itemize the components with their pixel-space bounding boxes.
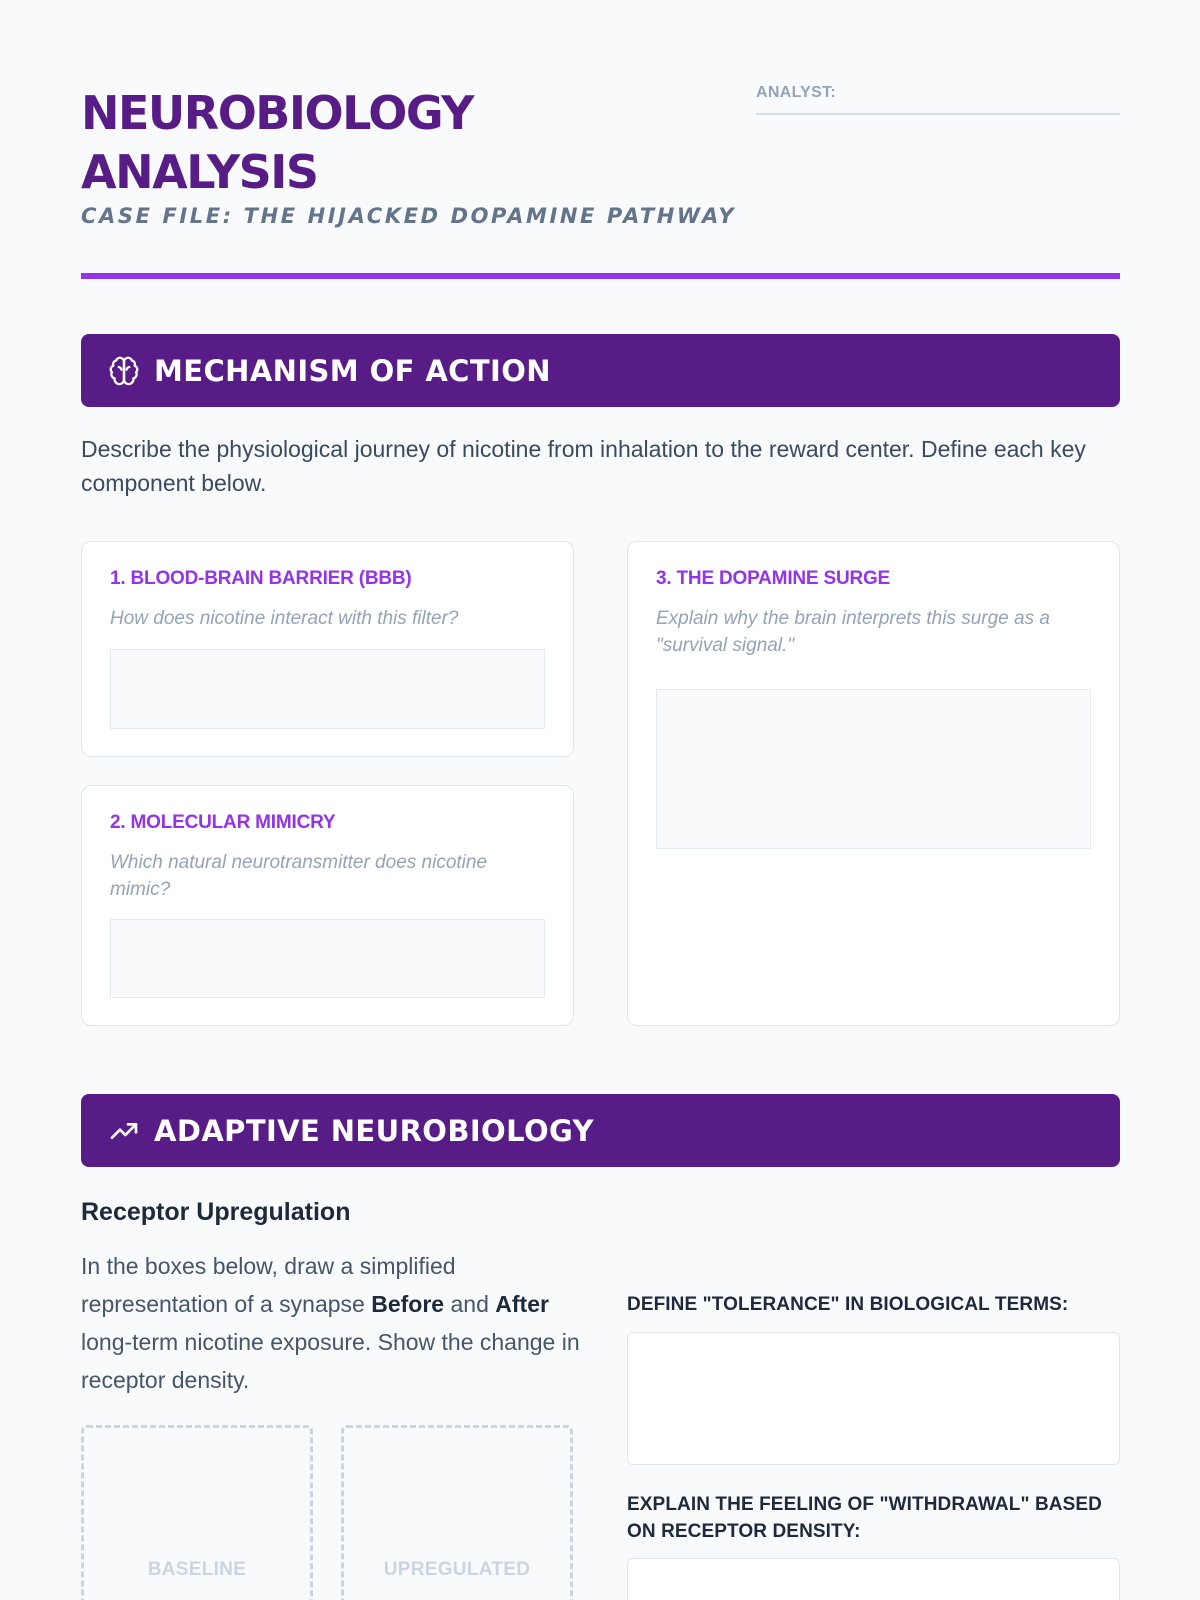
card-dopamine-surge	[627, 541, 1120, 1026]
question-label-tolerance: DEFINE "TOLERANCE" IN BIOLOGICAL TERMS:	[627, 1294, 1069, 1315]
section-header-mechanism	[81, 334, 1120, 407]
card-heading: 1. BLOOD-BRAIN BARRIER (BBB)	[110, 568, 412, 589]
worksheet-page	[81, 0, 1120, 1600]
instruction-bold-after: After	[495, 1291, 549, 1317]
brain-icon	[108, 355, 140, 387]
analyst-label: ANALYST:	[756, 84, 837, 101]
page-subtitle: CASE FILE: THE HIJACKED DOPAMINE PATHWAY	[81, 204, 737, 228]
section-intro: Describe the physiological journey of nicotine from inhalation to the reward center. Define each key component below.	[81, 436, 1086, 496]
header-divider	[81, 273, 1120, 279]
instruction-bold-before: Before	[371, 1291, 445, 1317]
card-question: Explain why the brain interprets this surge as a "survival signal."	[656, 608, 1050, 656]
answer-box[interactable]	[110, 919, 545, 998]
drawing-box-label: UPREGULATED	[383, 1559, 531, 1580]
card-molecular-mimicry	[81, 785, 574, 1026]
section-header-adaptive	[81, 1094, 1120, 1167]
drawing-box-label: BASELINE	[147, 1559, 247, 1580]
analyst-field[interactable]	[756, 84, 1120, 115]
card-question: Which natural neurotransmitter does nicotine mimic?	[110, 852, 488, 900]
answer-box-withdrawal[interactable]	[627, 1558, 1120, 1600]
card-heading: 3. THE DOPAMINE SURGE	[656, 568, 891, 589]
page-title: NEUROBIOLOGY ANALYSIS	[81, 86, 473, 199]
instruction-text: long-term nicotine exposure. Show the change in receptor density.	[81, 1329, 580, 1393]
card-heading: 2. MOLECULAR MIMICRY	[110, 812, 336, 833]
trending-up-icon	[108, 1115, 140, 1147]
answer-box[interactable]	[656, 689, 1091, 849]
card-question: How does nicotine interact with this filter?	[110, 608, 459, 629]
section-title: ADAPTIVE NEUROBIOLOGY	[154, 1113, 594, 1148]
drawing-box-baseline[interactable]	[81, 1425, 313, 1600]
instruction-text: In the boxes below, draw a simplified representation of a synapse	[81, 1253, 456, 1317]
subsection-heading: Receptor Upregulation	[81, 1198, 351, 1226]
card-blood-brain-barrier	[81, 541, 574, 757]
instruction-text: and	[444, 1291, 496, 1317]
answer-box-tolerance[interactable]	[627, 1332, 1120, 1465]
question-label-withdrawal: EXPLAIN THE FEELING OF "WITHDRAWAL" BASED ON RECEPTOR DENSITY:	[627, 1494, 1102, 1542]
section-title: MECHANISM OF ACTION	[154, 353, 551, 388]
subsection-instructions	[81, 1247, 581, 1399]
answer-box[interactable]	[110, 649, 545, 729]
drawing-box-upregulated[interactable]	[341, 1425, 573, 1600]
